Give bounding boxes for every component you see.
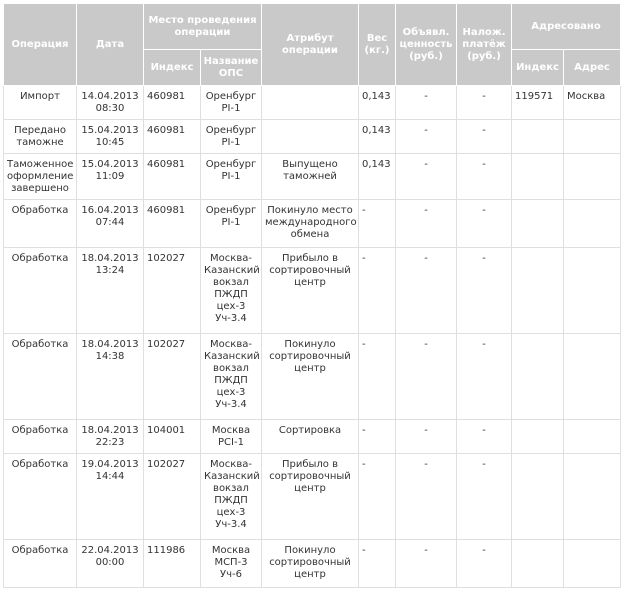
- cell-index: 102027: [144, 454, 201, 540]
- col-declared-value: Объявл. ценность (руб.): [396, 4, 457, 86]
- cell-weight: 0,143: [359, 154, 396, 200]
- cell-operation: Импорт: [4, 86, 77, 120]
- cell-declared-value: -: [396, 540, 457, 588]
- cell-attribute: [262, 86, 359, 120]
- cell-ops: Москва-Казанский вокзал ПЖДП цех-3 Уч-3.4: [201, 454, 262, 540]
- cell-addr-address: [564, 154, 621, 200]
- cell-ops: Москва-Казанский вокзал ПЖДП цех-3 Уч-3.4: [201, 334, 262, 420]
- cell-index: 460981: [144, 120, 201, 154]
- cell-addr-address: [564, 334, 621, 420]
- cell-operation: Обработка: [4, 334, 77, 420]
- cell-date: 18.04.2013 13:24: [77, 248, 144, 334]
- cell-cod: -: [457, 420, 512, 454]
- cell-index: 460981: [144, 154, 201, 200]
- cell-index: 460981: [144, 200, 201, 248]
- cell-index: 111986: [144, 540, 201, 588]
- cell-declared-value: -: [396, 454, 457, 540]
- cell-ops: Оренбург PI-1: [201, 154, 262, 200]
- cell-addr-address: [564, 248, 621, 334]
- col-place-name: Название ОПС: [201, 50, 262, 86]
- cell-cod: -: [457, 334, 512, 420]
- col-weight: Вес (кг.): [359, 4, 396, 86]
- cell-ops: Оренбург PI-1: [201, 86, 262, 120]
- cell-weight: -: [359, 540, 396, 588]
- cell-weight: -: [359, 420, 396, 454]
- cell-weight: -: [359, 454, 396, 540]
- cell-declared-value: -: [396, 154, 457, 200]
- cell-declared-value: -: [396, 420, 457, 454]
- cell-addr-index: [512, 420, 564, 454]
- cell-addr-address: Москва: [564, 86, 621, 120]
- cell-attribute: Выпущено таможней: [262, 154, 359, 200]
- cell-date: 19.04.2013 14:44: [77, 454, 144, 540]
- cell-addr-index: [512, 334, 564, 420]
- cell-cod: -: [457, 540, 512, 588]
- cell-date: 15.04.2013 11:09: [77, 154, 144, 200]
- tracking-table: [3, 3, 621, 588]
- cell-weight: -: [359, 200, 396, 248]
- cell-cod: -: [457, 86, 512, 120]
- cell-cod: -: [457, 154, 512, 200]
- cell-index: 104001: [144, 420, 201, 454]
- cell-cod: -: [457, 200, 512, 248]
- cell-declared-value: -: [396, 200, 457, 248]
- cell-date: 16.04.2013 07:44: [77, 200, 144, 248]
- cell-addr-address: [564, 454, 621, 540]
- cell-addr-address: [564, 420, 621, 454]
- cell-attribute: Прибыло в сортировочный центр: [262, 248, 359, 334]
- cell-date: 15.04.2013 10:45: [77, 120, 144, 154]
- cell-ops: Оренбург PI-1: [201, 120, 262, 154]
- cell-declared-value: -: [396, 120, 457, 154]
- cell-operation: Обработка: [4, 454, 77, 540]
- table-row: [4, 334, 621, 420]
- cell-cod: -: [457, 454, 512, 540]
- cell-index: 460981: [144, 86, 201, 120]
- cell-addr-address: [564, 120, 621, 154]
- table-row: [4, 248, 621, 334]
- cell-operation: Обработка: [4, 200, 77, 248]
- table-row: [4, 200, 621, 248]
- cell-attribute: Покинуло место международного обмена: [262, 200, 359, 248]
- cell-operation: Передано таможне: [4, 120, 77, 154]
- cell-date: 18.04.2013 22:23: [77, 420, 144, 454]
- cell-date: 18.04.2013 14:38: [77, 334, 144, 420]
- cell-operation: Обработка: [4, 248, 77, 334]
- cell-addr-index: [512, 154, 564, 200]
- cell-operation: Таможенное оформление завершено: [4, 154, 77, 200]
- cell-weight: -: [359, 248, 396, 334]
- col-operation: Операция: [4, 4, 77, 86]
- col-place-index: Индекс: [144, 50, 201, 86]
- cell-weight: 0,143: [359, 120, 396, 154]
- col-addr-address: Адрес: [564, 50, 621, 86]
- cell-addr-index: [512, 540, 564, 588]
- cell-date: 22.04.2013 00:00: [77, 540, 144, 588]
- cell-addr-index: 119571: [512, 86, 564, 120]
- cell-date: 14.04.2013 08:30: [77, 86, 144, 120]
- cell-operation: Обработка: [4, 540, 77, 588]
- cell-ops: Москва PCI-1: [201, 420, 262, 454]
- cell-cod: -: [457, 120, 512, 154]
- cell-declared-value: -: [396, 334, 457, 420]
- cell-attribute: Сортировка: [262, 420, 359, 454]
- cell-addr-index: [512, 120, 564, 154]
- table-row: [4, 120, 621, 154]
- col-place: Место проведения операции: [144, 4, 262, 50]
- cell-attribute: Покинуло сортировочный центр: [262, 540, 359, 588]
- table-row: [4, 154, 621, 200]
- cell-index: 102027: [144, 334, 201, 420]
- cell-index: 102027: [144, 248, 201, 334]
- cell-addr-index: [512, 248, 564, 334]
- cell-cod: -: [457, 248, 512, 334]
- table-header: [4, 4, 621, 86]
- col-addressed: Адресовано: [512, 4, 621, 50]
- cell-declared-value: -: [396, 86, 457, 120]
- table-row: [4, 86, 621, 120]
- col-date: Дата: [77, 4, 144, 86]
- cell-attribute: Прибыло в сортировочный центр: [262, 454, 359, 540]
- cell-ops: Москва-Казанский вокзал ПЖДП цех-3 Уч-3.4: [201, 248, 262, 334]
- cell-addr-index: [512, 200, 564, 248]
- cell-attribute: [262, 120, 359, 154]
- cell-declared-value: -: [396, 248, 457, 334]
- cell-weight: 0,143: [359, 86, 396, 120]
- table-row: [4, 420, 621, 454]
- cell-addr-index: [512, 454, 564, 540]
- table-row: [4, 454, 621, 540]
- col-attribute: Атрибут операции: [262, 4, 359, 86]
- table-row: [4, 540, 621, 588]
- cell-addr-address: [564, 200, 621, 248]
- col-addr-index: Индекс: [512, 50, 564, 86]
- col-cod: Налож. платёж (руб.): [457, 4, 512, 86]
- cell-attribute: Покинуло сортировочный центр: [262, 334, 359, 420]
- cell-addr-address: [564, 540, 621, 588]
- table-body: [4, 86, 621, 588]
- cell-ops: Оренбург PI-1: [201, 200, 262, 248]
- cell-operation: Обработка: [4, 420, 77, 454]
- cell-ops: Москва МСП-3 Уч-6: [201, 540, 262, 588]
- cell-weight: -: [359, 334, 396, 420]
